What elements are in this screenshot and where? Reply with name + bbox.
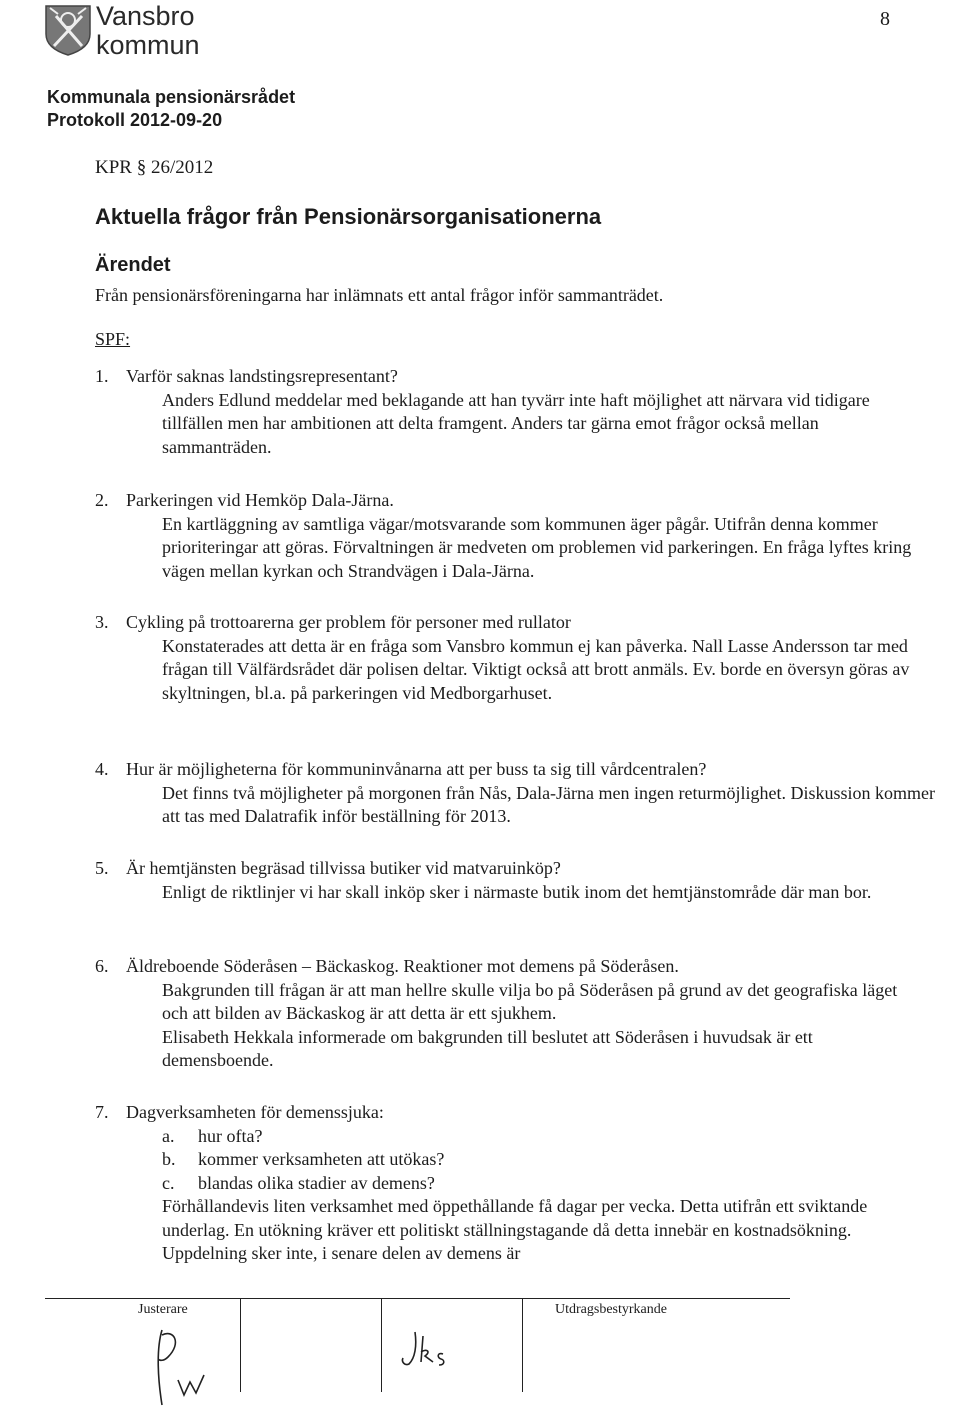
item-answer: Konstaterades att detta är en fråga som Vansbro kommun ej kan påverka. Nall Lasse Andersson tar med frågan till Välfärdsrådet där polisen deltar. Viktigt också att brott anmäls. Ev. borde en översyn göras av skyltningen, bl.a. på parkeringen vid Medborgarhuset. <box>162 635 910 703</box>
sub-item-c <box>162 1172 435 1196</box>
municipality-logo-text <box>96 2 200 60</box>
item-answer-paragraph-2: Elisabeth Hekkala informerade om bakgrunden till beslutet att Söderåsen i huvudsak är ett demensboende. <box>162 1026 813 1070</box>
signature-table-top-line <box>45 1298 790 1299</box>
item-number: 4. <box>95 759 109 779</box>
signature-divider <box>240 1298 241 1392</box>
item-answer <box>162 979 922 1073</box>
item-question: Varför saknas landstingsrepresentant? <box>126 366 398 386</box>
item-answer-paragraph-1: Bakgrunden till frågan är att man hellre skulle vilja bo på Söderåsen på grund av det geografiska läget och att bilden av Bäckaskog är att detta är ett sjukhem. <box>162 979 898 1023</box>
item-question: Är hemtjänsten begräsad tillvissa butiker vid matvaruinköp? <box>126 858 561 878</box>
item-answer: Anders Edlund meddelar med beklagande att han tyvärr inte haft möjlighet att närvara vid tidigare tillfällen men har ambitionen att delta framgent. Anders tar gärna emot frågor också mellan sammanträden. <box>162 389 870 457</box>
sub-item-b <box>162 1148 444 1172</box>
committee-header <box>47 86 295 132</box>
sub-item-text: blandas olika stadier av demens? <box>198 1172 435 1193</box>
organization-label: SPF: <box>95 329 131 349</box>
sub-item-label: a. <box>162 1125 175 1146</box>
item-question: Cykling på trottoarerna ger problem för personer med rullator <box>126 612 571 632</box>
sub-item-text: kommer verksamheten att utökas? <box>198 1149 445 1169</box>
intro-text: Från pensionärsföreningarna har inlämnats ett antal frågor inför sammanträdet. <box>95 285 664 305</box>
sub-item-a <box>162 1125 262 1149</box>
signature-divider <box>522 1298 523 1392</box>
section-heading: Ärendet <box>95 254 171 276</box>
sub-item-text: hur ofta? <box>198 1125 263 1146</box>
signature-divider <box>381 1298 382 1392</box>
item-question: Äldreboende Söderåsen – Bäckaskog. Reaktioner mot demens på Söderåsen. <box>126 956 679 976</box>
item-question: Parkeringen vid Hemköp Dala-Järna. <box>126 490 394 510</box>
item-number: 2. <box>95 490 109 510</box>
extract-certification-label: Utdragsbestyrkande <box>555 1302 667 1317</box>
item-answer: En kartläggning av samtliga vägar/motsvarande som kommunen äger pågår. Utifrån denna kommer prioriteringar att göras. Förvaltningen är medveten om problemen vid parkeringen. En fråga lyftes kring vägen mellan kyrkan och Strandvägen i Dala-Järna. <box>162 513 912 581</box>
logo-line-1: Vansbro <box>96 1 195 31</box>
item-answer: Det finns två möjligheter på morgonen från Nås, Dala-Järna men ingen returmöjlighet. Diskussion kommer att tas med Dalatrafik inför beställning för 2013. <box>162 782 935 826</box>
item-answer: Förhållandevis liten verksamhet med öppethållande få dagar per vecka. Detta utifrån ett sviktande underlag. En utökning kräver ett politiskt ställningstagande då detta innebär en kostnadsökning. Uppdelning sker inte, i senare delen av demens är <box>162 1196 868 1263</box>
item-answer: Enligt de riktlinjer vi har skall inköp sker i närmaste butik inom det hemtjänstområde där man bor. <box>162 881 872 902</box>
sub-item-label: b. <box>162 1149 176 1169</box>
item-number: 3. <box>95 612 109 632</box>
logo-line-2: kommun <box>96 30 200 60</box>
protocol-date: Protokoll 2012-09-20 <box>47 110 223 130</box>
item-number: 7. <box>95 1102 109 1122</box>
item-question: Dagverksamheten för demenssjuka: <box>126 1102 384 1122</box>
case-title: Aktuella frågor från Pensionärsorganisationerna <box>95 204 602 229</box>
signature-initials-2 <box>395 1328 465 1373</box>
sub-item-label: c. <box>162 1172 175 1193</box>
justerare-label: Justerare <box>138 1302 188 1317</box>
committee-name: Kommunala pensionärsrådet <box>47 87 296 107</box>
item-number: 6. <box>95 956 109 976</box>
signature-initials-1 <box>148 1325 218 1410</box>
municipality-crest-icon <box>44 4 92 56</box>
item-number: 5. <box>95 858 109 878</box>
page-number: 8 <box>880 8 890 30</box>
item-question: Hur är möjligheterna för kommuninvånarna att per buss ta sig till vårdcentralen? <box>126 759 707 779</box>
case-reference: KPR § 26/2012 <box>95 157 214 178</box>
item-number: 1. <box>95 366 109 386</box>
